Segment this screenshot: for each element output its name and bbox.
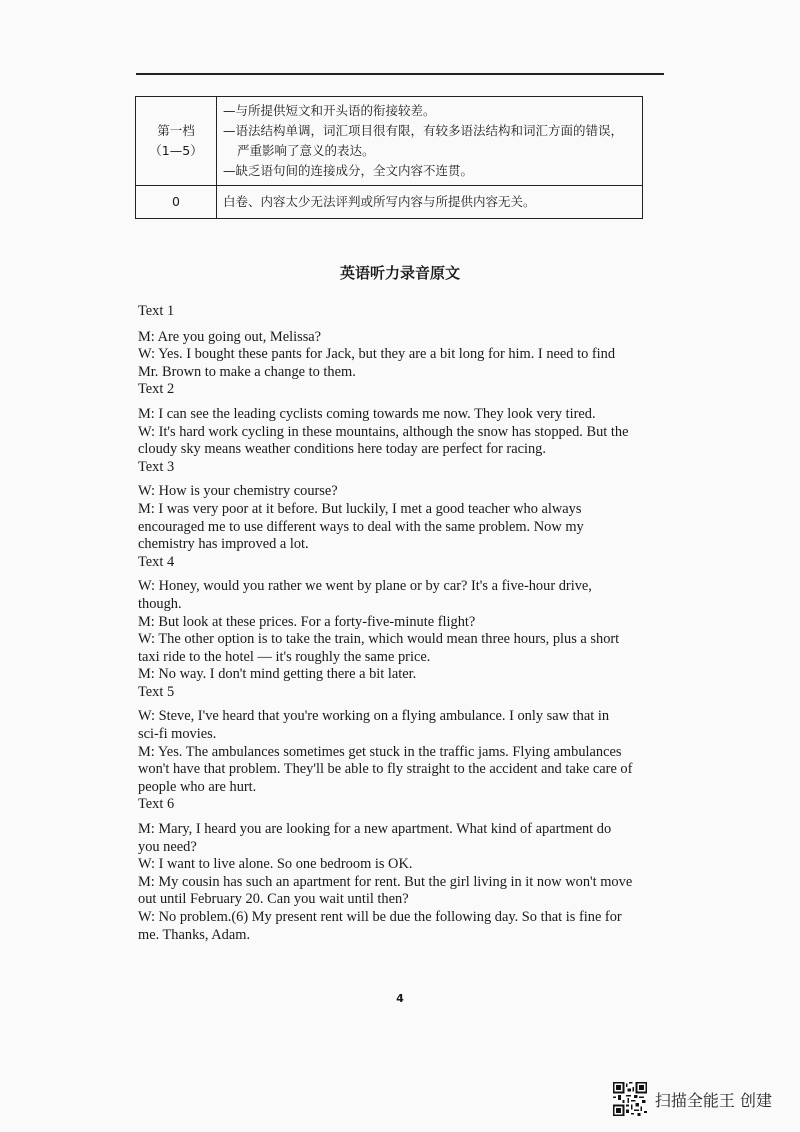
- dialogue-line: won't have that problem. They'll be able to fly straight to the accident and take care of: [138, 761, 633, 778]
- dialogue-line: M: Mary, I heard you are looking for a new apartment. What kind of apartment do: [138, 821, 612, 838]
- dialogue-line: Mr. Brown to make a change to them.: [138, 363, 356, 380]
- dialogue-text-5: [138, 708, 658, 796]
- band-label-cell: [136, 97, 217, 186]
- dialogue-line: though.: [138, 595, 182, 612]
- dialogue-line: W: Yes. I bought these pants for Jack, but they are a bit long for him. I need to find: [138, 346, 616, 363]
- section-title: 英语听力录音原文: [339, 264, 460, 282]
- dialogue-line: me. Thanks, Adam.: [138, 926, 251, 943]
- dialogue-line: you need?: [138, 838, 197, 855]
- dialogue-line: encouraged me to use different ways to deal with the same problem. Now my: [138, 518, 584, 535]
- dialogue-line: W: I want to live alone. So one bedroom is OK.: [138, 856, 413, 873]
- dialogue-text-4: [138, 578, 658, 684]
- text-heading: Text 5: [138, 683, 175, 700]
- header-rule: [136, 73, 664, 75]
- page-number: 4: [396, 992, 404, 1005]
- dialogue-line: people who are hurt.: [138, 778, 257, 795]
- dialogue-line: chemistry has improved a lot.: [138, 536, 309, 553]
- scanner-watermark: [613, 1082, 772, 1116]
- dialogue-line: M: Yes. The ambulances sometimes get stuck in the traffic jams. Flying ambulances: [138, 743, 622, 760]
- dialogue-line: W: No problem.(6) My present rent will be due the following day. So that is fine for: [138, 909, 622, 925]
- dialogue-line: W: Steve, I've heard that you're working on a flying ambulance. I only saw that in: [138, 708, 610, 725]
- dialogue-line: W: Honey, would you rather we went by plane or by car? It's a five-hour drive,: [138, 578, 592, 595]
- rubric-row-band1: [136, 97, 643, 186]
- dialogue-line: taxi ride to the hotel — it's roughly the same price.: [138, 648, 431, 665]
- dialogue-text-6: [138, 821, 658, 944]
- band-description: 白卷、内容太少无法评判或所写内容与所提供内容无关。: [217, 186, 643, 219]
- text-heading: Text 1: [138, 303, 175, 319]
- dialogue-line: M: But look at these prices. For a forty-five-minute flight?: [138, 613, 476, 630]
- band-description: [217, 97, 643, 186]
- dialogue-line: out until February 20. Can you wait until then?: [138, 891, 409, 908]
- watermark-text: 扫描全能王 创建: [654, 1090, 772, 1110]
- text-heading: Text 3: [138, 458, 175, 475]
- listening-transcript: [138, 303, 658, 944]
- dialogue-line: W: The other option is to take the train, which would mean three hours, plus a short: [138, 631, 620, 648]
- qr-code-icon: [613, 1082, 647, 1116]
- band-label: 第一档: [157, 123, 195, 138]
- scoring-rubric-table: [135, 96, 643, 219]
- dialogue-line: M: I was very poor at it before. But luckily, I met a good teacher who always: [138, 500, 582, 517]
- dialogue-line: W: How is your chemistry course?: [138, 483, 338, 500]
- dialogue-text-3: [138, 483, 658, 553]
- dialogue-line: M: I can see the leading cyclists coming towards me now. They look very tired.: [138, 405, 596, 422]
- dialogue-line: W: It's hard work cycling in these mountains, although the snow has stopped. But the: [138, 423, 629, 440]
- band-label: 0: [136, 186, 217, 219]
- rubric-criterion: —缺乏语句间的连接成分，全文内容不连贯。: [223, 163, 474, 178]
- dialogue-line: M: No way. I don't mind getting there a bit later.: [138, 666, 417, 683]
- rubric-row-band0: [136, 186, 643, 219]
- text-heading: Text 4: [138, 553, 175, 570]
- rubric-criterion: —语法结构单调，词汇项目很有限，有较多语法结构和词汇方面的错误，: [223, 123, 624, 138]
- text-heading: Text 6: [138, 796, 175, 813]
- dialogue-line: M: Are you going out, Melissa?: [138, 328, 322, 345]
- text-heading: Text 2: [138, 381, 175, 398]
- rubric-criterion: —与所提供短文和开头语的衔接较差。: [223, 103, 436, 118]
- dialogue-text-1: [138, 329, 658, 382]
- dialogue-line: cloudy sky means weather conditions here today are perfect for racing.: [138, 441, 546, 458]
- band-range: （1—5）: [149, 143, 203, 158]
- dialogue-line: M: My cousin has such an apartment for rent. But the girl living in it now won't move: [138, 873, 633, 890]
- dialogue-text-2: [138, 406, 658, 459]
- dialogue-line: sci-fi movies.: [138, 726, 217, 743]
- rubric-criterion-continued: 严重影响了意义的表达。: [237, 143, 375, 158]
